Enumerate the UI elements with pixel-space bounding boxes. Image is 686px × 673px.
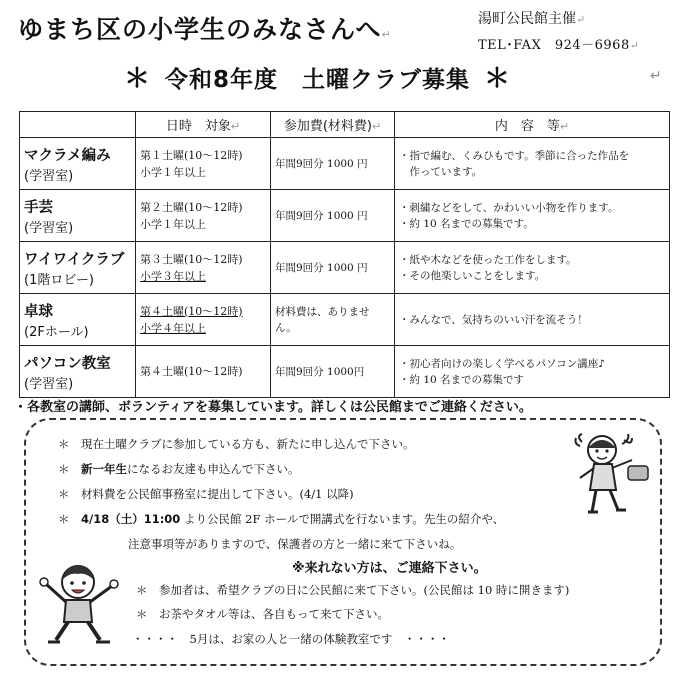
table-row [20,346,670,398]
star-icon: ＊ [124,64,152,94]
note-line: ＊ 新一年生になるお友達も申込んで下さい。 [58,462,300,476]
club-room: (2Fホール) [24,324,89,340]
return-mark: ↵ [650,68,662,84]
header-club [20,112,136,138]
note-line: ※来れない方は、ご連絡下さい。 [292,561,487,576]
club-room: (学習室) [24,220,74,236]
girl-illustration [572,430,656,518]
header-fee: 参加費(材料費)↵ [271,112,395,138]
table-header-row [20,112,670,138]
organizer-text: 湯町公民館主催↵ [478,11,586,27]
contact-text: TEL･FAX 924－6968↵ [478,38,640,53]
table-row [20,294,670,346]
club-cell [20,294,136,346]
header-date: 日時 対象↵ [136,112,271,138]
fee-cell: 年間9回分 1000円 [271,346,395,398]
club-cell [20,346,136,398]
fee-cell: 材料費は、ありませ ん。 [271,294,395,346]
subtitle: ＊ 令和8年度 土曜クラブ募集 ＊ [124,64,512,94]
club-room: (学習室) [24,168,74,184]
page-title: ゆまち区の小学生のみなさんへ↵ [18,15,392,44]
club-room: (学習室) [24,376,74,392]
boy-illustration [36,560,122,650]
desc-cell: ・初心者向けの楽しく学べるパソコン講座♪ ・約 10 名までの募集です [395,346,670,398]
note-line: ＊ お茶やタオル等は、各自もって来て下さい。 [136,607,389,621]
club-name: 卓球 [24,303,53,320]
date-cell: 第１土曜(10～12時) 小学１年以上 [136,138,271,190]
fee-cell: 年間9回分 1000 円 [271,242,395,294]
fee-cell: 年間9回分 1000 円 [271,138,395,190]
table-row [20,242,670,294]
club-name: パソコン教室 [24,355,111,372]
table-row [20,138,670,190]
table-row [20,190,670,242]
note-line: ＊ 4/18（土）11:00 より公民館 2F ホールで開講式を行ないます。先生の紹介や、 [58,512,505,526]
desc-cell: ・刺繍などをして、かわいい小物を作ります。 ・約 10 名までの募集です。 [395,190,670,242]
club-name: 手芸 [24,199,53,216]
club-cell [20,190,136,242]
note-line: ＊ 参加者は、希望クラブの日に公民館に来て下さい。(公民館は 10 時に開きます) [136,583,570,597]
club-schedule-table [19,111,670,398]
note-line: ＊ 材料費を公民館事務室に提出して下さい。(4/1 以降) [58,487,354,501]
date-cell: 第２土曜(10～12時) 小学１年以上 [136,190,271,242]
club-name: ワイワイクラブ [24,251,125,268]
star-icon: ＊ [484,64,512,94]
note-line: 注意事項等がありますので、保護者の方と一緒に来て下さいね。 [128,537,462,551]
club-room: (1階ロビー) [24,272,94,288]
volunteer-recruit-notice: ・各教室の講師、ボランティアを募集しています。詳しくは公民館までご連絡ください。 [14,400,532,415]
header-content: 内 容 等↵ [395,112,670,138]
club-cell [20,242,136,294]
desc-cell: ・みんなで、気持ちのいい汗を流そう！ [395,294,670,346]
date-cell: 第４土曜(10～12時) 小学４年以上 [136,294,271,346]
date-cell: 第３土曜(10～12時) 小学３年以上 [136,242,271,294]
desc-cell: ・紙や木などを使った工作をします。 ・その他楽しいことをします。 [395,242,670,294]
club-cell [20,138,136,190]
note-line: ・・・・ 5月は、お家の人と一緒の体験教室です ・・・・ [132,632,450,646]
desc-cell: ・指で編む、くみひもです。季節に合った作品を 作っています。 [395,138,670,190]
club-name: マクラメ編み [24,147,111,164]
note-line: ＊ 現在土曜クラブに参加している方も、新たに申し込んで下さい。 [58,437,415,451]
fee-cell: 年間9回分 1000 円 [271,190,395,242]
date-cell: 第４土曜(10～12時) [136,346,271,398]
